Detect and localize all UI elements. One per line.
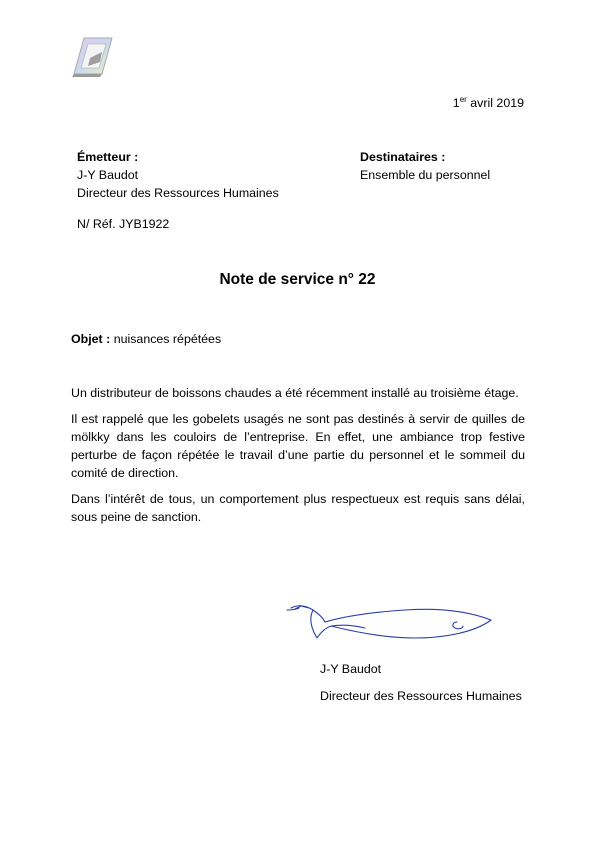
sender-name: J-Y Baudot — [77, 168, 139, 182]
company-logo-icon — [70, 36, 116, 78]
body-paragraph: Il est rappelé que les gobelets usagés ne sont pas destinés à servir de quilles de mölkky dans les couloirs de l’entreprise. En effet, une ambiance trop festive perturbe de façon répétée le travail d’une partie du personnel et le sommeil du comité de direction. — [71, 412, 525, 480]
sender-block — [77, 148, 279, 202]
subject-label: Objet : — [71, 332, 111, 346]
date-day: 1 — [452, 96, 460, 110]
body-paragraph: Dans l’intérêt de tous, un comportement plus respectueux est requis sans délai, sous peine de sanction. — [71, 492, 525, 524]
subject-value: nuisances répétées — [110, 332, 222, 346]
reference-number: N/ Réf. JYB1922 — [77, 217, 170, 231]
recipients-heading: Destinataires : — [360, 150, 446, 164]
date-ordinal-suffix: er — [459, 95, 467, 104]
handwritten-signature — [285, 598, 500, 646]
body-text — [71, 384, 525, 534]
signature-role: Directeur des Ressources Humaines — [320, 689, 522, 703]
sender-heading: Émetteur : — [77, 150, 139, 164]
body-paragraph: Un distributeur de boissons chaudes a été récemment installé au troisième étage. — [71, 386, 519, 400]
document-title: Note de service n° 22 — [219, 271, 376, 288]
sender-role: Directeur des Ressources Humaines — [77, 186, 279, 200]
date-rest: avril 2019 — [466, 96, 524, 110]
recipients-value: Ensemble du personnel — [360, 168, 491, 182]
signature-name: J-Y Baudot — [320, 662, 382, 676]
recipients-block — [360, 148, 490, 184]
subject-line — [71, 331, 221, 347]
document-date — [453, 95, 524, 111]
